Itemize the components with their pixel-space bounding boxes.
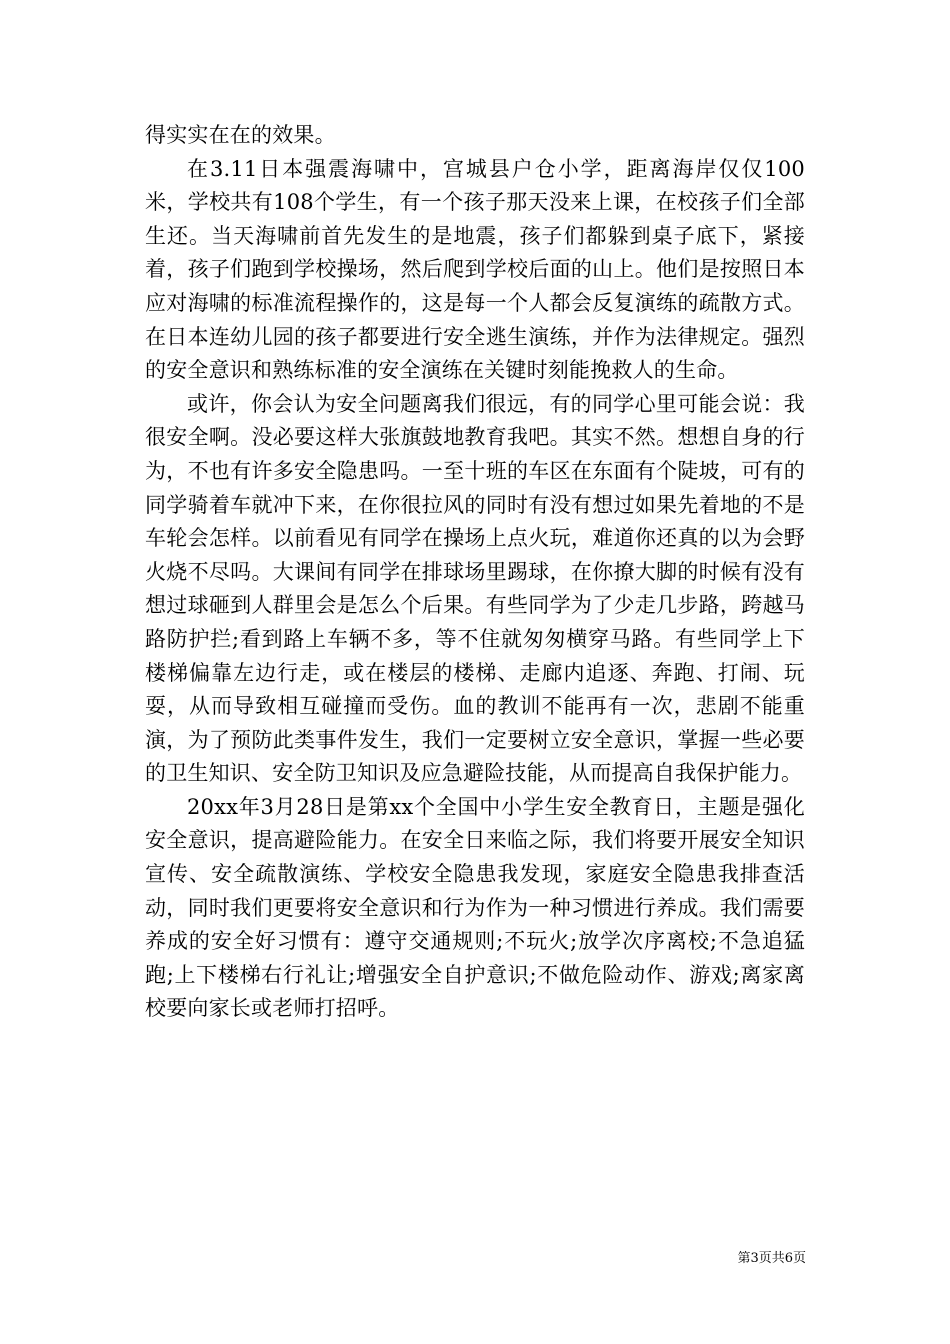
- paragraph-3: 或许，你会认为安全问题离我们很远，有的同学心里可能会说：我很安全啊。没必要这样大张旗鼓地教育我吧。其实不然。想想自身的行为，不也有许多安全隐患吗。一至十班的车区在东面有个陡坡，可有的同学骑着车就冲下来，在你很拉风的同时有没有想过如果先着地的不是车轮会怎样。以前看见有同学在操场上点火玩，难道你还真的以为会野火烧不尽吗。大课间有同学在排球场里踢球，在你撩大脚的时候有没有想过球砸到人群里会是怎么个后果。有些同学为了少走几步路，跨越马路防护拦;看到路上车辆不多，等不住就匆匆横穿马路。有些同学上下楼梯偏靠左边行走，或在楼层的楼梯、走廊内追逐、奔跑、打闹、玩耍，从而导致相互碰撞而受伤。血的教训不能再有一次，悲剧不能重演，为了预防此类事件发生，我们一定要树立安全意识，掌握一些必要的卫生知识、安全防卫知识及应急避险技能，从而提高自我保护能力。: [145, 391, 805, 786]
- document-body: [145, 119, 805, 1026]
- page-number: 第3页共6页: [737, 1251, 806, 1266]
- paragraph-2: 在3.11日本强震海啸中，宫城县户仓小学，距离海岸仅仅100米，学校共有108个学生，有一个孩子那天没来上课，在校孩子们全部生还。当天海啸前首先发生的是地震，孩子们都躲到桌子底下，紧接着，孩子们跑到学校操场，然后爬到学校后面的山上。他们是按照日本应对海啸的标准流程操作的，这是每一个人都会反复演练的疏散方式。在日本连幼儿园的孩子都要进行安全逃生演练，并作为法律规定。强烈的安全意识和熟练标准的安全演练在关键时刻能挽救人的生命。: [145, 156, 805, 383]
- paragraph-4: 20xx年3月28日是第xx个全国中小学生安全教育日，主题是强化安全意识，提高避险能力。在安全日来临之际，我们将要开展安全知识宣传、安全疏散演练、学校安全隐患我发现，家庭安全隐患我排查活动，同时我们更要将安全意识和行为作为一种习惯进行养成。我们需要养成的安全好习惯有：遵守交通规则;不玩火;放学次序离校;不急追猛跑;上下楼梯右行礼让;增强安全自护意识;不做危险动作、游戏;离家离校要向家长或老师打招呼。: [145, 794, 805, 1021]
- paragraph-1: 得实实在在的效果。: [145, 123, 336, 147]
